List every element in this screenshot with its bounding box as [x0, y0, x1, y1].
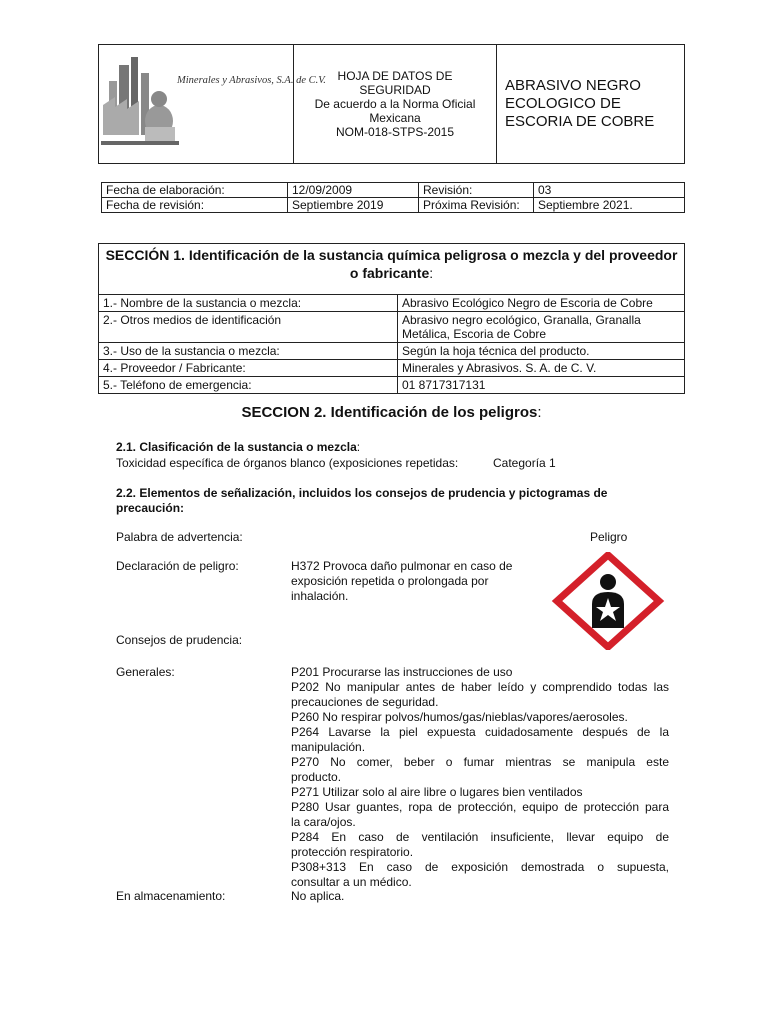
row-label: 5.- Teléfono de emergencia:	[99, 377, 398, 394]
warning-label: Palabra de advertencia:	[116, 530, 243, 544]
hazard-statement: H372 Provoca daño pulmonar en caso de exposición repetida o prolongada por inhalación.	[291, 559, 513, 603]
advice-line: protección respiratorio.	[291, 845, 414, 859]
section1-table	[98, 243, 685, 394]
advice-line: P264 Lavarse la piel expuesta cuidadosamente después de la	[291, 725, 669, 739]
fecha-rev-label: Fecha de revisión:	[102, 198, 288, 213]
product-line: ESCORIA DE COBRE	[505, 113, 655, 130]
elab-value: 12/09/2009	[288, 183, 419, 198]
factory-logo-icon	[101, 45, 181, 163]
company-name: Minerales y Abrasivos, S.A. de C.V.	[177, 75, 326, 86]
warning-value: Peligro	[590, 530, 628, 544]
advice-line: P202 No manipular antes de haber leído y comprendido todas las	[291, 680, 669, 694]
general-label: Generales:	[116, 665, 175, 679]
table-row	[102, 183, 685, 198]
row-value: Abrasivo Ecológico Negro de Escoria de Cobre	[398, 295, 685, 312]
advice-line: P280 Usar guantes, ropa de protección, equipo de protección para	[291, 800, 669, 814]
fecha-rev-value: Septiembre 2019	[288, 198, 419, 213]
company-logo	[99, 45, 326, 164]
advice-line: P260 No respirar polvos/humos/gas/nieblas/vapores/aerosoles.	[291, 710, 628, 724]
advice-line: P284 En caso de ventilación insuficiente, llevar equipo de	[291, 830, 669, 844]
row-label: 3.- Uso de la sustancia o mezcla:	[99, 343, 398, 360]
general-advice	[291, 665, 669, 890]
product-line: ECOLOGICO DE	[505, 95, 621, 112]
prox-label: Próxima Revisión:	[419, 198, 534, 213]
advice-line: P271 Utilizar solo al aire libre o lugares bien ventilados	[291, 785, 583, 799]
doc-line: Mexicana	[369, 111, 421, 125]
section2-title: SECCION 2. Identificación de los peligros:	[241, 404, 542, 421]
advice-line: consultar a un médico.	[291, 875, 412, 889]
ghs08-health-hazard-icon	[548, 552, 668, 650]
rev-label: Revisión:	[419, 183, 534, 198]
document-type	[294, 45, 497, 164]
s21-heading: 2.1. Clasificación de la sustancia o mezcla:	[116, 440, 361, 454]
prox-value: Septiembre 2021.	[534, 198, 685, 213]
product-line: ABRASIVO NEGRO	[505, 77, 641, 94]
s21-category: Categoría 1	[493, 456, 556, 470]
revision-table	[101, 182, 685, 213]
storage-value: No aplica.	[291, 889, 345, 903]
advice-line: la cara/ojos.	[291, 815, 356, 829]
s21-text: Toxicidad específica de órganos blanco (exposiciones repetidas:	[116, 456, 459, 470]
advice-line: P270 No comer, beber o fumar mientras se manipula este	[291, 755, 669, 769]
row-label: 2.- Otros medios de identificación	[99, 312, 398, 343]
row-label: 1.- Nombre de la sustancia o mezcla:	[99, 295, 398, 312]
advice-label: Consejos de prudencia:	[116, 633, 243, 647]
doc-line: SEGURIDAD	[359, 83, 431, 97]
advice-line: producto.	[291, 770, 342, 784]
table-row	[99, 343, 685, 360]
section1-title: SECCIÓN 1. Identificación de la sustancia química peligrosa o mezcla y del proveedor o fabricante:	[99, 244, 685, 295]
product-name	[497, 45, 685, 164]
storage-label: En almacenamiento:	[116, 889, 226, 903]
elab-label: Fecha de elaboración:	[102, 183, 288, 198]
doc-line: HOJA DE DATOS DE	[337, 69, 453, 83]
rev-value: 03	[534, 183, 685, 198]
table-row	[99, 312, 685, 343]
row-value: Según la hoja técnica del producto.	[398, 343, 685, 360]
row-value: 01 8717317131	[398, 377, 685, 394]
row-value: Abrasivo negro ecológico, Granalla, Granalla Metálica, Escoria de Cobre	[398, 312, 685, 343]
document-header	[98, 44, 685, 164]
doc-line: De acuerdo a la Norma Oficial	[314, 97, 476, 111]
advice-line: manipulación.	[291, 740, 366, 754]
advice-line: P308+313 En caso de exposición demostrada o supuesta,	[291, 860, 669, 874]
advice-line: P201 Procurarse las instrucciones de uso	[291, 665, 513, 679]
table-row	[99, 295, 685, 312]
table-row	[99, 377, 685, 394]
doc-line: NOM-018-STPS-2015	[335, 125, 455, 139]
table-row	[99, 360, 685, 377]
row-label: 4.- Proveedor / Fabricante:	[99, 360, 398, 377]
s22-heading: 2.2. Elementos de señalización, incluidos los consejos de prudencia y pictogramas de precaución:	[116, 486, 608, 515]
advice-line: precauciones de seguridad.	[291, 695, 439, 709]
hazard-label: Declaración de peligro:	[116, 559, 239, 573]
table-row	[102, 198, 685, 213]
row-value: Minerales y Abrasivos. S. A. de C. V.	[398, 360, 685, 377]
